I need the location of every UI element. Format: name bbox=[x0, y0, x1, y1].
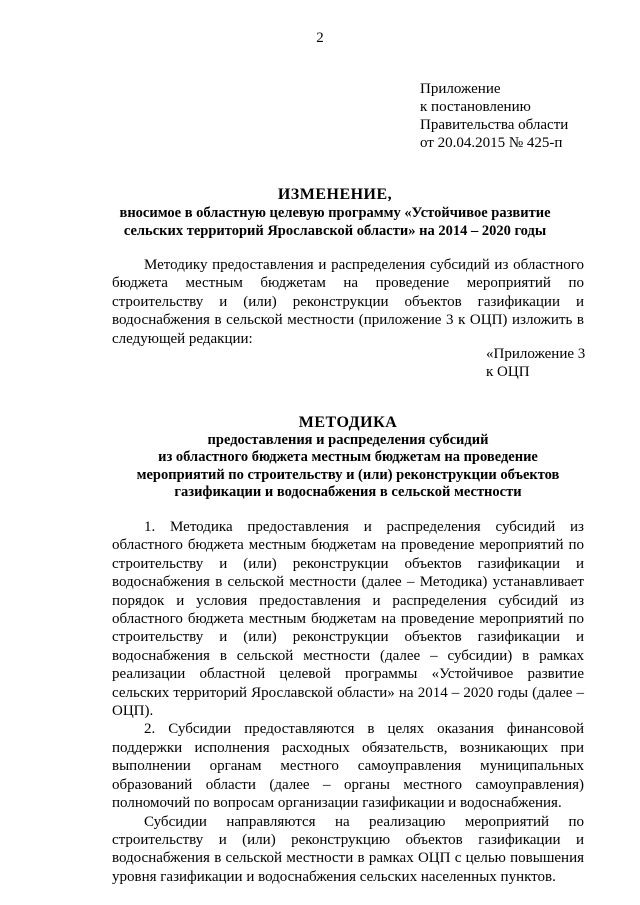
body-paragraph: 2. Субсидии предоставляются в целях оказания финансовой поддержки исполнения расходных обязательств, возникающих при выполнении органам местного самоуправления муниципальных образований области (далее – органы местного самоуправления) полномочий по вопросам организации газификации и водоснабжения. bbox=[112, 721, 584, 812]
body-paragraph: 1. Методика предоставления и распределения субсидий из областного бюджета местным бюджетам на проведение мероприятий по строительству и (или) реконструкции объектов газификации и водоснабжения в сельской местности (далее – Методика) устанавливает порядок и условия предоставления и распределения субсидий из областного бюджета местным бюджетам на проведение мероприятий по строительству и (или) реконструкции объектов газификации и водоснабжения в сельской местности (далее – субсидии) в рамках реализации областной целевой программы «Устойчивое развитие сельских территорий Ярославской области» на 2014 – 2020 годы (далее – ОЦП). bbox=[112, 519, 584, 720]
appendix-reference bbox=[486, 345, 585, 381]
body-paragraph: Субсидии направляются на реализацию мероприятий по строительству и (или) реконструкцию объектов газификации и водоснабжения в сельской местности в рамках ОЦП с целью повышения уровня газификации и водоснабжения сельских населенных пунктов. bbox=[112, 813, 584, 885]
appendix-header-line: Правительства области bbox=[420, 117, 569, 133]
appendix-header-line: Приложение bbox=[420, 81, 501, 97]
methodology-heading bbox=[112, 414, 584, 502]
methodology-subtitle-line: мероприятий по строительству и (или) реконструкции объектов bbox=[136, 466, 560, 483]
methodology-subtitle-line: из областного бюджета местным бюджетам на проведение bbox=[158, 449, 538, 465]
change-subtitle-line: вносимое в областную целевую программу «Устойчивое развитие bbox=[119, 205, 551, 221]
methodology-title: МЕТОДИКА bbox=[298, 414, 398, 431]
change-heading bbox=[90, 186, 580, 240]
document-body bbox=[112, 518, 584, 886]
page-number: 2 bbox=[316, 30, 324, 46]
methodology-subtitle-line: газификации и водоснабжения в сельской местности bbox=[174, 484, 522, 500]
appendix-reference-line: к ОЦП bbox=[486, 364, 530, 380]
appendix-header-line: от 20.04.2015 № 425-п bbox=[420, 135, 563, 151]
intro-paragraph: Методику предоставления и распределения субсидий из областного бюджета местным бюджетам на проведение мероприятий по строительству и (или) реконструкции объектов газификации и водоснабжения в сельской местности (приложение 3 к ОЦП) изложить в следующей редакции: bbox=[112, 257, 584, 347]
methodology-subtitle-line: предоставления и распределения субсидий bbox=[207, 431, 489, 448]
change-title: ИЗМЕНЕНИЕ, bbox=[277, 186, 393, 203]
change-subtitle-line: сельских территорий Ярославской области» на 2014 – 2020 годы bbox=[123, 223, 547, 239]
appendix-header bbox=[420, 80, 568, 152]
appendix-reference-line: «Приложение 3 bbox=[486, 346, 586, 362]
appendix-header-line: к постановлению bbox=[420, 99, 531, 115]
